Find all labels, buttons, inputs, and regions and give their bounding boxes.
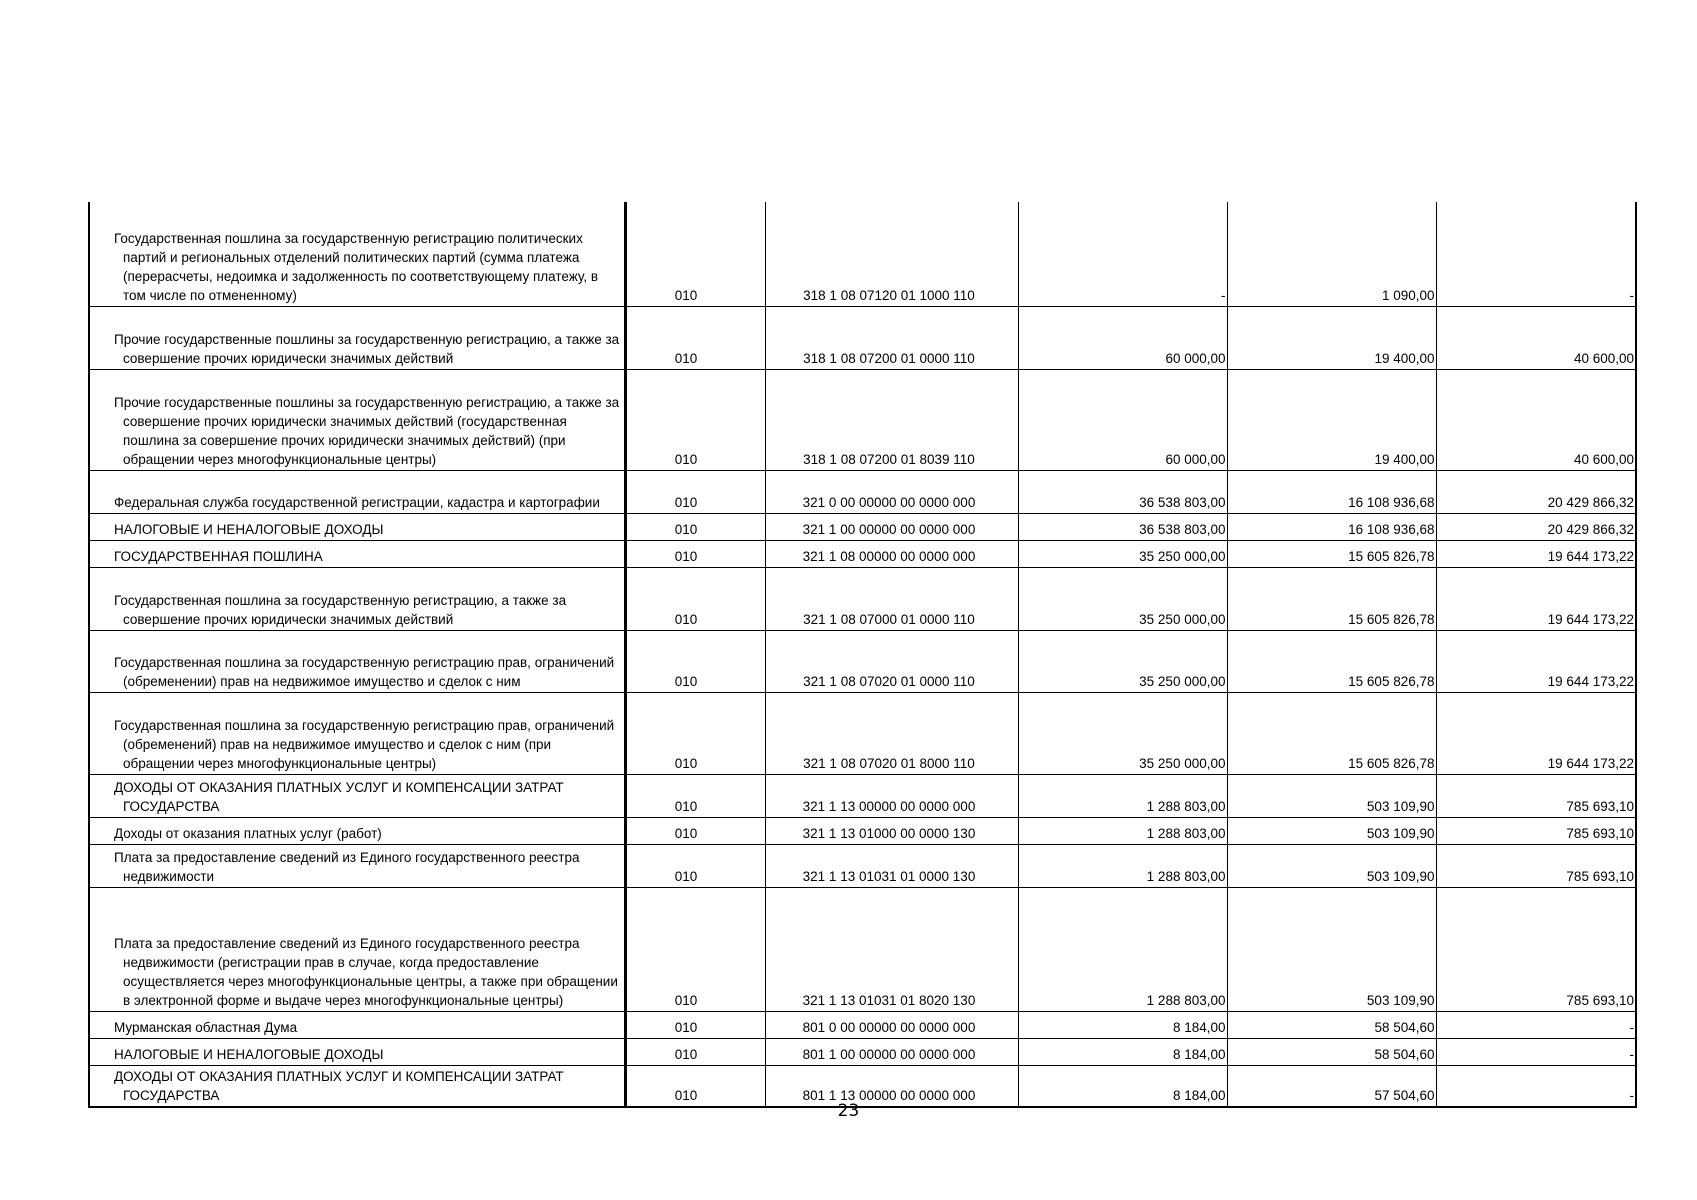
line-code-cell: 010 — [625, 306, 765, 369]
executed-amount-cell: 58 504,60 — [1227, 1038, 1436, 1065]
line-code-cell: 010 — [625, 1065, 765, 1107]
approved-amount-cell: 35 250 000,00 — [1018, 692, 1227, 774]
revenue-name-cell: ДОХОДЫ ОТ ОКАЗАНИЯ ПЛАТНЫХ УСЛУГ И КОМПЕНСАЦИИ ЗАТРАТ ГОСУДАРСТВА — [89, 1065, 625, 1107]
approved-amount-cell: 35 250 000,00 — [1018, 540, 1227, 567]
table-row — [89, 1011, 1636, 1038]
revenue-name-cell: НАЛОГОВЫЕ И НЕНАЛОГОВЫЕ ДОХОДЫ — [89, 1038, 625, 1065]
unexecuted-amount-cell: 785 693,10 — [1436, 887, 1636, 1011]
table-row — [89, 306, 1636, 369]
revenue-name-cell: Плата за предоставление сведений из Единого государственного реестра недвижимости — [89, 844, 625, 887]
unexecuted-amount-cell: 20 429 866,32 — [1436, 470, 1636, 513]
unexecuted-amount-cell: - — [1436, 1065, 1636, 1107]
table-row — [89, 630, 1636, 692]
approved-amount-cell: 8 184,00 — [1018, 1038, 1227, 1065]
table-row — [89, 567, 1636, 630]
line-code-cell: 010 — [625, 844, 765, 887]
executed-amount-cell: 15 605 826,78 — [1227, 692, 1436, 774]
revenue-name-cell: Прочие государственные пошлины за государственную регистрацию, а также за совершение прочих юридически значимых действий — [89, 306, 625, 369]
revenue-name-cell: Государственная пошлина за государственную регистрацию прав, ограничений (обременений) прав на недвижимое имущество и сделок с ним (при обращении через многофункциональные центры) — [89, 692, 625, 774]
executed-amount-cell: 57 504,60 — [1227, 1065, 1436, 1107]
table-row — [89, 513, 1636, 540]
revenue-name-cell: Государственная пошлина за государственную регистрацию, а также за совершение прочих юридически значимых действий — [89, 567, 625, 630]
revenue-name-cell: Мурманская областная Дума — [89, 1011, 625, 1038]
budget-code-cell: 321 1 08 07000 01 0000 110 — [765, 567, 1018, 630]
budget-code-cell: 801 1 00 00000 00 0000 000 — [765, 1038, 1018, 1065]
approved-amount-cell: 8 184,00 — [1018, 1011, 1227, 1038]
table-row — [89, 817, 1636, 844]
unexecuted-amount-cell: 40 600,00 — [1436, 369, 1636, 470]
approved-amount-cell: - — [1018, 202, 1227, 306]
revenue-name-cell: ГОСУДАРСТВЕННАЯ ПОШЛИНА — [89, 540, 625, 567]
approved-amount-cell: 36 538 803,00 — [1018, 513, 1227, 540]
unexecuted-amount-cell: 19 644 173,22 — [1436, 567, 1636, 630]
budget-code-cell: 321 1 13 00000 00 0000 000 — [765, 774, 1018, 817]
revenue-name-cell: Доходы от оказания платных услуг (работ) — [89, 817, 625, 844]
unexecuted-amount-cell: 19 644 173,22 — [1436, 540, 1636, 567]
unexecuted-amount-cell: 19 644 173,22 — [1436, 692, 1636, 774]
unexecuted-amount-cell: 785 693,10 — [1436, 774, 1636, 817]
line-code-cell: 010 — [625, 774, 765, 817]
line-code-cell: 010 — [625, 1038, 765, 1065]
table-row — [89, 844, 1636, 887]
table-row — [89, 887, 1636, 1011]
line-code-cell: 010 — [625, 540, 765, 567]
budget-code-cell: 321 0 00 00000 00 0000 000 — [765, 470, 1018, 513]
unexecuted-amount-cell: 40 600,00 — [1436, 306, 1636, 369]
table-row — [89, 470, 1636, 513]
executed-amount-cell: 58 504,60 — [1227, 1011, 1436, 1038]
unexecuted-amount-cell: - — [1436, 1011, 1636, 1038]
unexecuted-amount-cell: 19 644 173,22 — [1436, 630, 1636, 692]
budget-code-cell: 321 1 08 07020 01 0000 110 — [765, 630, 1018, 692]
line-code-cell: 010 — [625, 630, 765, 692]
budget-code-cell: 318 1 08 07120 01 1000 110 — [765, 202, 1018, 306]
executed-amount-cell: 15 605 826,78 — [1227, 567, 1436, 630]
executed-amount-cell: 19 400,00 — [1227, 306, 1436, 369]
table-row — [89, 202, 1636, 306]
revenue-name-cell: Федеральная служба государственной регистрации, кадастра и картографии — [89, 470, 625, 513]
revenue-name-cell: Плата за предоставление сведений из Единого государственного реестра недвижимости (регистрации прав в случае, когда предоставление осуществляется через многофункциональные центры, а также при обращении в электронной форме и выдаче через многофункциональные центры) — [89, 887, 625, 1011]
approved-amount-cell: 1 288 803,00 — [1018, 774, 1227, 817]
approved-amount-cell: 1 288 803,00 — [1018, 817, 1227, 844]
page-number: 23 — [837, 1101, 860, 1121]
budget-code-cell: 318 1 08 07200 01 8039 110 — [765, 369, 1018, 470]
executed-amount-cell: 15 605 826,78 — [1227, 540, 1436, 567]
unexecuted-amount-cell: - — [1436, 1038, 1636, 1065]
budget-code-cell: 321 1 13 01031 01 8020 130 — [765, 887, 1018, 1011]
approved-amount-cell: 60 000,00 — [1018, 306, 1227, 369]
budget-code-cell: 801 0 00 00000 00 0000 000 — [765, 1011, 1018, 1038]
unexecuted-amount-cell: 785 693,10 — [1436, 817, 1636, 844]
approved-amount-cell: 35 250 000,00 — [1018, 567, 1227, 630]
approved-amount-cell: 60 000,00 — [1018, 369, 1227, 470]
line-code-cell: 010 — [625, 692, 765, 774]
executed-amount-cell: 19 400,00 — [1227, 369, 1436, 470]
line-code-cell: 010 — [625, 1011, 765, 1038]
budget-code-cell: 321 1 00 00000 00 0000 000 — [765, 513, 1018, 540]
table-row — [89, 692, 1636, 774]
executed-amount-cell: 1 090,00 — [1227, 202, 1436, 306]
budget-code-cell: 321 1 08 00000 00 0000 000 — [765, 540, 1018, 567]
income-report-body — [89, 202, 1636, 1107]
budget-code-cell: 321 1 13 01031 01 0000 130 — [765, 844, 1018, 887]
budget-code-cell: 321 1 08 07020 01 8000 110 — [765, 692, 1018, 774]
unexecuted-amount-cell: 785 693,10 — [1436, 844, 1636, 887]
executed-amount-cell: 503 109,90 — [1227, 844, 1436, 887]
revenue-name-cell: Государственная пошлина за государственную регистрацию прав, ограничений (обременении) прав на недвижимое имущество и сделок с ним — [89, 630, 625, 692]
budget-code-cell: 801 1 13 00000 00 0000 000 — [765, 1065, 1018, 1107]
revenue-name-cell: Государственная пошлина за государственную регистрацию политических партий и региональных отделений политических партий (сумма платежа (перерасчеты, недоимка и задолженность по соответствующему платежу, в том числе по отмененному) — [89, 202, 625, 306]
line-code-cell: 010 — [625, 513, 765, 540]
table-row — [89, 540, 1636, 567]
executed-amount-cell: 503 109,90 — [1227, 774, 1436, 817]
table-row — [89, 1038, 1636, 1065]
budget-code-cell: 318 1 08 07200 01 0000 110 — [765, 306, 1018, 369]
approved-amount-cell: 35 250 000,00 — [1018, 630, 1227, 692]
income-report-table — [88, 202, 1637, 1108]
approved-amount-cell: 1 288 803,00 — [1018, 844, 1227, 887]
revenue-name-cell: Прочие государственные пошлины за государственную регистрацию, а также за совершение прочих юридически значимых действий (государственная пошлина за совершение прочих юридически значимых действий) (при обращении через многофункциональные центры) — [89, 369, 625, 470]
line-code-cell: 010 — [625, 567, 765, 630]
approved-amount-cell: 8 184,00 — [1018, 1065, 1227, 1107]
unexecuted-amount-cell: 20 429 866,32 — [1436, 513, 1636, 540]
line-code-cell: 010 — [625, 202, 765, 306]
table-row — [89, 774, 1636, 817]
unexecuted-amount-cell: - — [1436, 202, 1636, 306]
budget-code-cell: 321 1 13 01000 00 0000 130 — [765, 817, 1018, 844]
revenue-name-cell: ДОХОДЫ ОТ ОКАЗАНИЯ ПЛАТНЫХ УСЛУГ И КОМПЕНСАЦИИ ЗАТРАТ ГОСУДАРСТВА — [89, 774, 625, 817]
line-code-cell: 010 — [625, 887, 765, 1011]
table-row — [89, 369, 1636, 470]
executed-amount-cell: 15 605 826,78 — [1227, 630, 1436, 692]
executed-amount-cell: 16 108 936,68 — [1227, 513, 1436, 540]
executed-amount-cell: 503 109,90 — [1227, 887, 1436, 1011]
line-code-cell: 010 — [625, 369, 765, 470]
revenue-name-cell: НАЛОГОВЫЕ И НЕНАЛОГОВЫЕ ДОХОДЫ — [89, 513, 625, 540]
line-code-cell: 010 — [625, 817, 765, 844]
line-code-cell: 010 — [625, 470, 765, 513]
executed-amount-cell: 16 108 936,68 — [1227, 470, 1436, 513]
approved-amount-cell: 36 538 803,00 — [1018, 470, 1227, 513]
executed-amount-cell: 503 109,90 — [1227, 817, 1436, 844]
approved-amount-cell: 1 288 803,00 — [1018, 887, 1227, 1011]
